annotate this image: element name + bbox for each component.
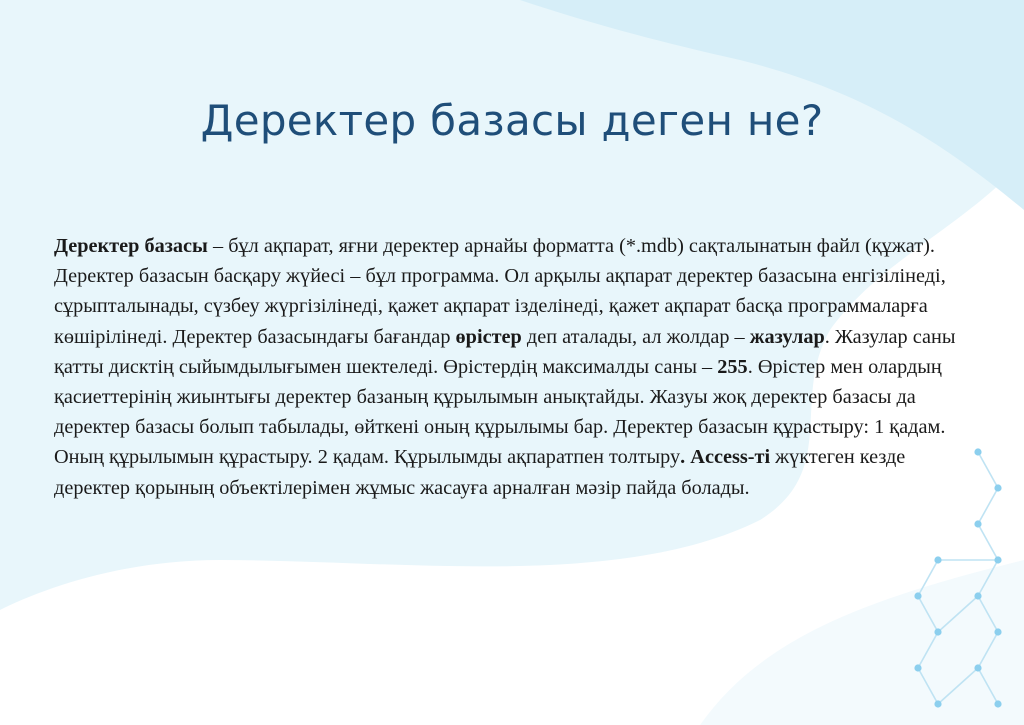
network-node (974, 520, 981, 527)
body-bold-run: өрістер (455, 325, 522, 348)
body-bold-run: . Access-ті (680, 446, 771, 469)
body-text-run: . Жазулар саны қатты дисктің сыйымдылығымен шектеледі. Өрістердің максималды саны – (54, 325, 956, 378)
network-node (994, 556, 1001, 563)
network-node (914, 592, 921, 599)
network-node (934, 556, 941, 563)
network-node (974, 664, 981, 671)
network-node (994, 700, 1001, 707)
network-node (974, 592, 981, 599)
body-text-run: жүктеген кезде деректер қорының объектілерімен жұмыс жасауға арналған мәзір пайда болады. (54, 446, 906, 499)
network-node (994, 484, 1001, 491)
body-paragraph (54, 231, 984, 503)
body-text-run: . Өрістер мен олардың қасиеттерінің жиынтығы деректер базаның құрылымын анықтайды. Жазуы жоқ деректер базасы да деректер базасы болып табылады, өйткені оның құрылымы бар. Деректер базасын құрастыру: 1 қадам. Оның құрылымын құрастыру. 2 қадам. Құрылымды ақпаратпен толтыру (54, 355, 946, 469)
body-text-run: деп аталады, ал жолдар – (521, 325, 750, 348)
body-bold-run: 255 (717, 355, 748, 378)
network-node (934, 628, 941, 635)
body-bold-run: жазулар (749, 325, 825, 348)
network-node (914, 664, 921, 671)
network-node (994, 628, 1001, 635)
network-node (934, 700, 941, 707)
body-text-run: – бұл ақпарат, яғни деректер арнайы форматта (*.mdb) сақталынатын файл (құжат). Деректер базасын басқару жүйесі – бұл программа. Ол арқылы ақпарат деректер базасына енгізілінеді, сұрыпталынады, сүзбеу жүргізілінеді, қажет ақпарат ізделінеді, қажет ақпарат басқа программаларға көшірілінеді. Деректер базасындағы бағандар (54, 235, 946, 348)
body-bold-run: Деректер базасы (54, 235, 208, 257)
slide-title: Деректер базасы деген не? (200, 96, 824, 145)
